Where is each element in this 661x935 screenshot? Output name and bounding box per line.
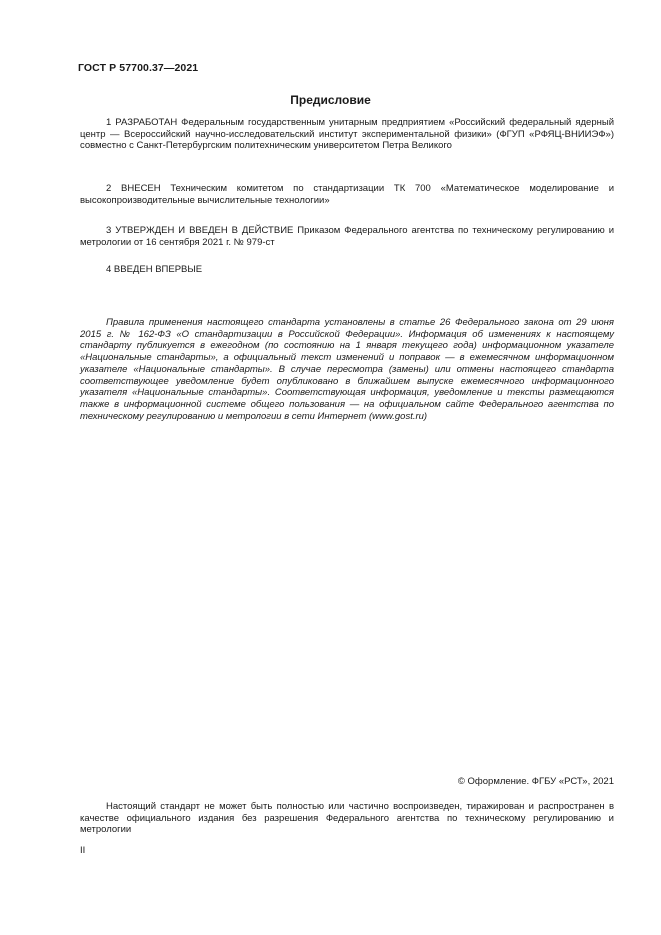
copyright-line: © Оформление. ФГБУ «РСТ», 2021 (457, 776, 614, 787)
foreword-item-approved: 3 УТВЕРЖДЕН И ВВЕДЕН В ДЕЙСТВИЕ Приказом Федерального агентства по техническому регулированию и метрологии от 16 сентября 2021 г. № 979-ст (80, 225, 614, 248)
page-number: II (80, 845, 86, 856)
reproduction-restriction: Настоящий стандарт не может быть полностью или частично воспроизведен, тиражирован и распространен в качестве официального издания без разрешения Федерального агентства по техническому регулированию и метрологии (80, 801, 614, 835)
page-title: Предисловие (290, 93, 371, 107)
foreword-item-developed: 1 РАЗРАБОТАН Федеральным государственным унитарным предприятием «Российский федеральный ядерный центр — Всероссийский научно-исследовательский институт экспериментальной физики» (ФГУП «РФЯЦ-ВНИИЭФ») совместно с Санкт-Петербургским политехническим университетом Петра Великого (80, 117, 614, 151)
standard-code: ГОСТ Р 57700.37—2021 (78, 62, 199, 74)
application-rules-notice: Правила применения настоящего стандарта установлены в статье 26 Федерального закона от 29 июня 2015 г. № 162-ФЗ «О стандартизации в Российской Федерации». Информация об изменениях к настоящему стандарту публикуется в ежегодном (по состоянию на 1 января текущего года) информационном указателе «Национальные стандарты», а официальный текст изменений и поправок — в ежемесячном информационном указателе «Национальные стандарты». В случае пересмотра (замены) или отмены настоящего стандарта соответствующее уведомление будет опубликовано в ближайшем выпуске ежемесячного информационного указателя «Национальные стандарты». Соответствующая информация, уведомление и тексты размещаются также в информационной системе общего пользования — на официальном сайте Федерального агентства по техническому регулированию и метрологии в сети Интернет (www.gost.ru) (80, 317, 614, 422)
foreword-item-first-introduced: 4 ВВЕДЕН ВПЕРВЫЕ (106, 264, 203, 275)
foreword-item-introduced: 2 ВНЕСЕН Техническим комитетом по стандартизации ТК 700 «Математическое моделирование и высокопроизводительные вычислительные технологии» (80, 183, 614, 206)
